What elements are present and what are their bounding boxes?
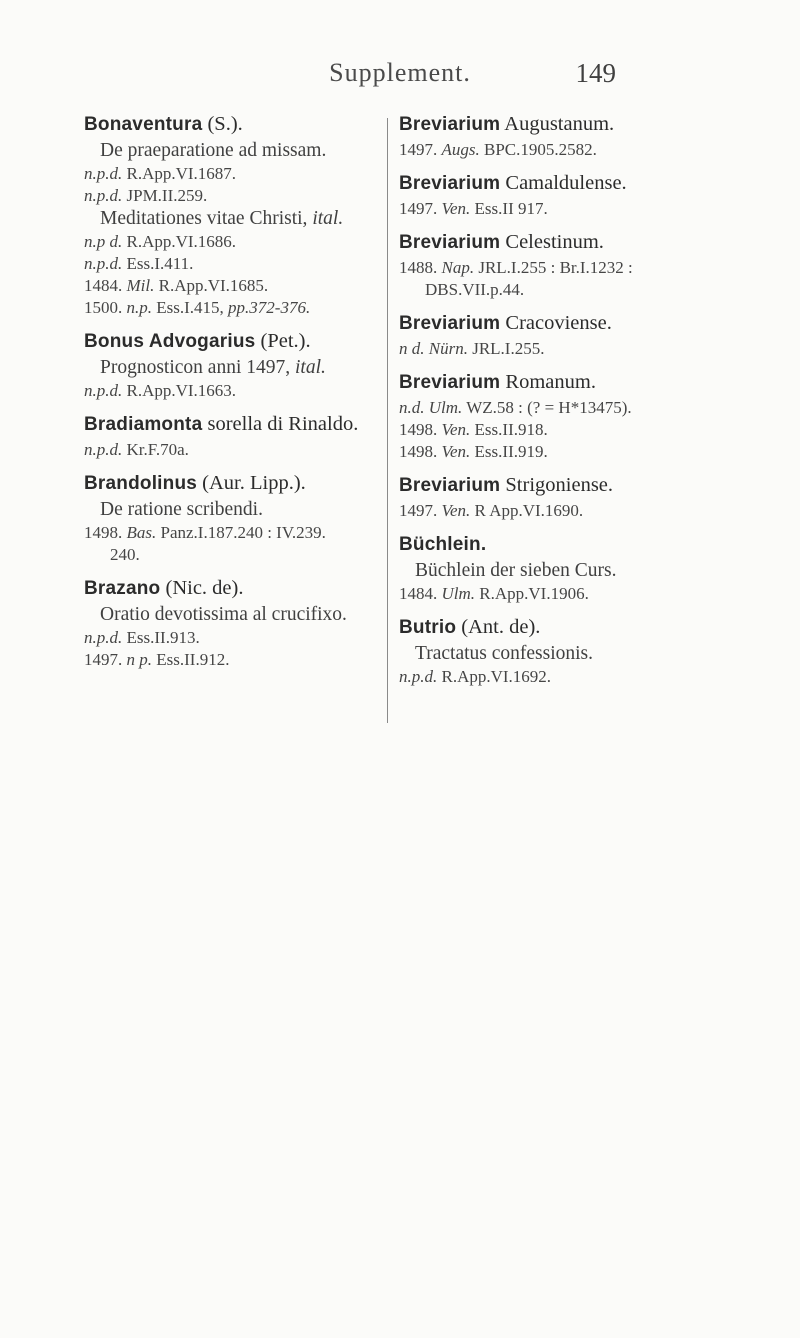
citation-place: n.p.d.	[399, 667, 438, 686]
entry-heading-name: Brandolinus	[84, 473, 198, 494]
index-entry	[84, 110, 384, 319]
entry-title-text: Meditationes vitae Christi,	[100, 208, 308, 229]
entry-heading	[399, 613, 759, 642]
citation-place: n p.	[126, 650, 152, 669]
page-number: 149	[575, 58, 616, 88]
running-head	[0, 58, 800, 98]
citation-line	[399, 666, 759, 688]
entry-heading-name: Breviarium	[399, 475, 501, 496]
citation-year: 1498.	[399, 442, 442, 461]
entry-heading	[84, 110, 384, 139]
citation-line	[84, 253, 384, 275]
citation-year: 1497.	[399, 501, 442, 520]
citation-ref: R.App.VI.1692.	[437, 667, 552, 686]
entry-title-lang: ital.	[307, 208, 344, 229]
citation-pages: pp.372-376.	[228, 298, 311, 317]
citation-line	[399, 583, 759, 605]
entry-heading	[399, 368, 759, 397]
entry-heading	[399, 471, 759, 500]
entry-heading	[399, 228, 759, 257]
entry-heading	[399, 530, 759, 559]
entry-title	[84, 139, 384, 163]
entry-title	[84, 498, 384, 522]
citation-ref: R.App.VI.1663.	[122, 381, 237, 400]
index-entry	[84, 410, 384, 461]
entry-heading-detail: Camaldulense.	[500, 172, 627, 194]
citation-place: n.p.d.	[84, 628, 123, 647]
citation-place: Bas.	[126, 523, 157, 542]
citation-ref: R.App.VI.1685.	[154, 276, 269, 295]
citation-ref: DBS.VII.p.44.	[425, 280, 525, 299]
citation-year: 1497.	[84, 650, 127, 669]
citation-place: Nap.	[441, 258, 475, 277]
entry-title	[84, 603, 384, 627]
citation-ref: JRL.I.255 : Br.I.1232 :	[474, 258, 633, 277]
citation-ref: R.App.VI.1686.	[122, 232, 237, 251]
entry-heading-name: Breviarium	[399, 173, 501, 194]
entry-heading-name: Bradiamonta	[84, 414, 203, 435]
entry-heading-detail: (Ant. de).	[456, 616, 541, 638]
entry-title	[84, 207, 384, 231]
citation-line	[84, 439, 384, 461]
citation-year: 1497.	[399, 199, 442, 218]
citation-ref: BPC.1905.2582.	[479, 140, 597, 159]
entry-heading-name: Büchlein.	[399, 534, 487, 555]
entry-heading-detail: Augustanum.	[500, 113, 615, 135]
entry-title-text: De ratione scribendi.	[100, 499, 263, 520]
entry-heading-name: Breviarium	[399, 232, 501, 253]
citation-line	[84, 627, 384, 649]
entry-title	[399, 559, 759, 583]
citation-ref: Panz.I.187.240 : IV.239.	[156, 523, 326, 542]
citation-ref: WZ.58 : (? = H*13475).	[462, 398, 632, 417]
index-entry	[399, 228, 759, 301]
citation-place: n.p d.	[84, 232, 123, 251]
citation-year: 1498.	[399, 420, 442, 439]
citation-line	[399, 257, 759, 279]
entry-title-text: De praeparatione ad missam.	[100, 140, 327, 161]
entry-heading	[399, 110, 759, 139]
index-entry	[84, 469, 384, 566]
running-title: Supplement.	[329, 58, 471, 87]
entry-title-text: Büchlein der sieben Curs.	[415, 560, 617, 581]
citation-ref: Ess.I.411.	[122, 254, 194, 273]
entry-heading-detail: Strigoniense.	[500, 474, 614, 496]
index-entry	[399, 110, 759, 161]
citation-line	[399, 500, 759, 522]
citation-line	[399, 441, 759, 463]
citation-line	[84, 649, 384, 671]
citation-year: 1488.	[399, 258, 442, 277]
entry-heading-name: Breviarium	[399, 313, 501, 334]
citation-place: Mil.	[126, 276, 155, 295]
entry-heading	[84, 327, 384, 356]
citation-place: n.p.d.	[84, 186, 123, 205]
entry-heading	[399, 169, 759, 198]
citation-place: Ven.	[441, 501, 471, 520]
citation-ref: Ess.II 917.	[470, 199, 548, 218]
citation-line	[84, 544, 384, 566]
entry-heading-detail: sorella di Rinaldo.	[202, 413, 359, 435]
entry-heading	[399, 309, 759, 338]
entry-title-text: Prognosticon anni 1497,	[100, 357, 291, 378]
citation-line	[399, 419, 759, 441]
citation-line	[84, 163, 384, 185]
entry-title	[84, 356, 384, 380]
citation-ref: R App.VI.1690.	[470, 501, 584, 520]
citation-ref: Ess.I.415,	[152, 298, 229, 317]
entry-title-text: Oratio devotissima al crucifixo.	[100, 604, 347, 625]
index-entry	[84, 327, 384, 402]
entry-heading-detail: (Nic. de).	[160, 577, 244, 599]
citation-line	[84, 522, 384, 544]
citation-ref: R.App.VI.1687.	[122, 164, 237, 183]
entry-title-text: Tractatus confessionis.	[415, 643, 594, 664]
citation-ref: Ess.II.912.	[152, 650, 230, 669]
citation-line	[84, 275, 384, 297]
index-entry	[399, 530, 759, 605]
citation-place: n d. Nürn.	[399, 339, 468, 358]
citation-line	[399, 279, 759, 301]
entry-title-lang: ital.	[290, 357, 326, 378]
citation-place: n.p.d.	[84, 440, 123, 459]
citation-line	[84, 231, 384, 253]
entry-heading-name: Brazano	[84, 578, 161, 599]
citation-place: n.p.d.	[84, 381, 123, 400]
index-entry	[399, 613, 759, 688]
citation-year: 1500.	[84, 298, 127, 317]
index-entry	[84, 574, 384, 671]
citation-ref: Ess.II.918.	[470, 420, 548, 439]
index-entry	[399, 169, 759, 220]
citation-place: n.d. Ulm.	[399, 398, 463, 417]
index-entry	[399, 309, 759, 360]
citation-ref: 240.	[110, 545, 140, 564]
entry-heading-detail: Romanum.	[500, 371, 596, 393]
citation-year: 1484.	[399, 584, 442, 603]
citation-line	[399, 139, 759, 161]
index-entry	[399, 471, 759, 522]
entry-heading-detail: (Pet.).	[255, 330, 311, 352]
citation-ref: JPM.II.259.	[122, 186, 208, 205]
citation-ref: Kr.F.70a.	[122, 440, 189, 459]
citation-ref: Ess.II.913.	[122, 628, 200, 647]
entry-heading-name: Butrio	[399, 617, 457, 638]
citation-line	[84, 380, 384, 402]
citation-year: 1498.	[84, 523, 127, 542]
citation-line	[84, 297, 384, 319]
citation-year: 1484.	[84, 276, 127, 295]
citation-place: n.p.d.	[84, 254, 123, 273]
entry-heading-name: Bonus Advogarius	[84, 331, 256, 352]
left-column	[84, 110, 384, 679]
entry-heading	[84, 469, 384, 498]
entry-heading-name: Breviarium	[399, 372, 501, 393]
entry-heading-detail: Cracoviense.	[500, 312, 612, 334]
index-entry	[399, 368, 759, 463]
entry-heading-name: Bonaventura	[84, 114, 203, 135]
citation-line	[84, 185, 384, 207]
citation-place: Ven.	[441, 442, 471, 461]
entry-heading-detail: Celestinum.	[500, 231, 604, 253]
entry-heading	[84, 410, 384, 439]
entry-heading-detail: (Aur. Lipp.).	[197, 472, 306, 494]
citation-ref: JRL.I.255.	[467, 339, 545, 358]
entry-heading-name: Breviarium	[399, 114, 501, 135]
entry-heading-detail: (S.).	[202, 113, 243, 135]
citation-place: Ven.	[441, 420, 471, 439]
citation-place: Ven.	[441, 199, 471, 218]
citation-ref: R.App.VI.1906.	[475, 584, 589, 603]
entry-title	[399, 642, 759, 666]
column-divider	[387, 118, 388, 723]
right-column	[399, 110, 759, 696]
citation-ref: Ess.II.919.	[470, 442, 548, 461]
citation-line	[399, 198, 759, 220]
citation-line	[399, 338, 759, 360]
entry-heading	[84, 574, 384, 603]
citation-place: n.p.	[126, 298, 152, 317]
citation-year: 1497.	[399, 140, 442, 159]
citation-line	[399, 397, 759, 419]
citation-place: Ulm.	[441, 584, 476, 603]
citation-place: n.p.d.	[84, 164, 123, 183]
citation-place: Augs.	[441, 140, 480, 159]
